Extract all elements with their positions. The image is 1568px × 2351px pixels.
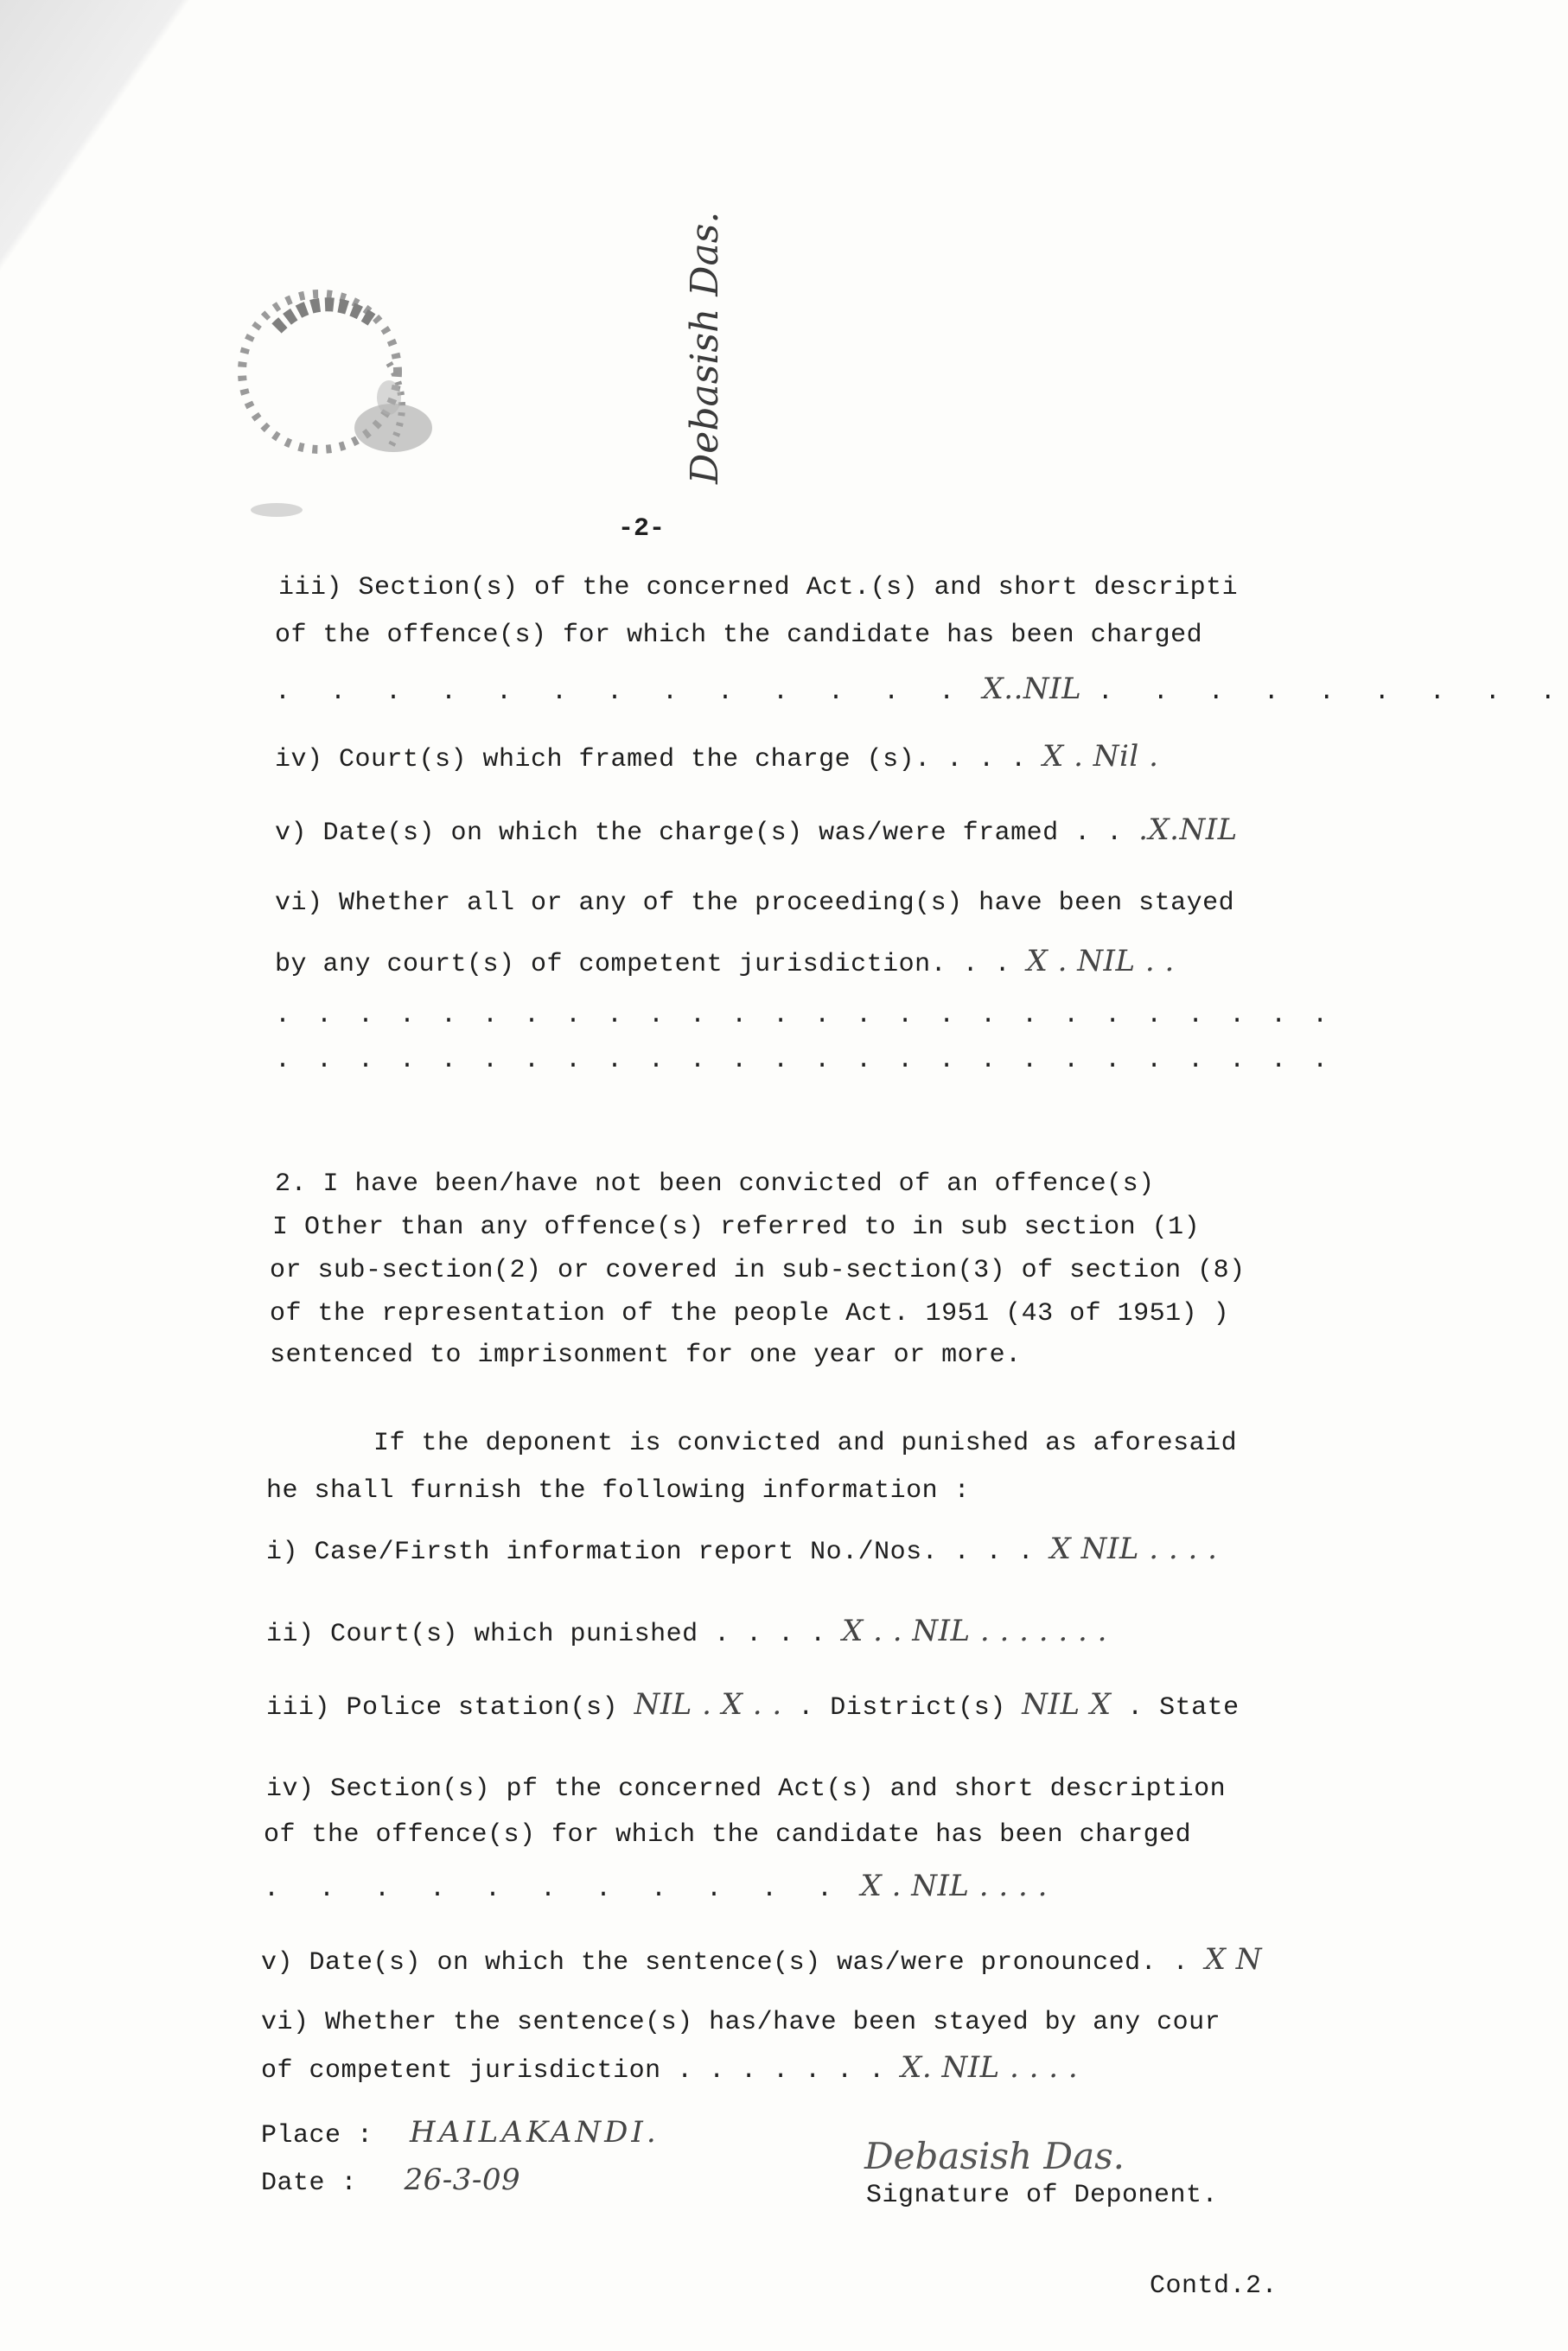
dots: . . . . . . . . . . . . . bbox=[275, 678, 967, 707]
conviction-line2: I Other than any offence(s) referred to in sub section (1) bbox=[272, 1213, 1201, 1242]
handwritten-nil: X..NIL bbox=[982, 672, 1082, 706]
handwritten-nil: X . NIL . . bbox=[1026, 944, 1175, 978]
deponent-intro-line1: If the deponent is convicted and punished as aforesaid bbox=[373, 1429, 1238, 1458]
continued-marker: Contd.2. bbox=[1150, 2271, 1278, 2301]
conviction-i bbox=[266, 1534, 1217, 1565]
vertical-signature: Debasish Das. bbox=[683, 211, 727, 484]
deponent-signature: Debasish Das. bbox=[864, 2135, 1125, 2177]
charged-iv-label: iv) Court(s) which framed the charge (s). . . . bbox=[275, 745, 1027, 774]
handwritten-nil: X. NIL . . . . bbox=[901, 2050, 1079, 2085]
conviction-v bbox=[261, 1942, 1262, 1978]
dots: . . . . . . . . . bbox=[1097, 678, 1568, 707]
district-label: . District(s) bbox=[798, 1693, 1006, 1723]
conviction-vi-line1: vi) Whether the sentence(s) has/have been stayed by any cour bbox=[261, 2008, 1221, 2037]
scan-edge-shadow bbox=[0, 0, 199, 363]
handwritten-nil: X . NIL . . . . bbox=[860, 1869, 1048, 1903]
conviction-iii bbox=[266, 1687, 1240, 1723]
conviction-line5: sentenced to imprisonment for one year or more. bbox=[270, 1341, 1022, 1370]
charged-iii-line3 bbox=[275, 674, 1568, 705]
charged-iv bbox=[275, 739, 1159, 774]
conviction-v-label: v) Date(s) on which the sentence(s) was/were pronounced. . bbox=[261, 1948, 1189, 1978]
signature-label: Signature of Deponent. bbox=[866, 2181, 1219, 2210]
conviction-iv-line1: iv) Section(s) pf the concerned Act(s) and short description bbox=[266, 1774, 1227, 1804]
conviction-ii bbox=[266, 1616, 1107, 1647]
conviction-iv-line2: of the offence(s) for which the candidate has been charged bbox=[264, 1820, 1192, 1850]
place-label: Place : bbox=[261, 2121, 373, 2150]
charged-vi-label: by any court(s) of competent jurisdiction. . . bbox=[275, 950, 1011, 979]
charged-vi-line1: vi) Whether all or any of the proceeding(s) have been stayed bbox=[275, 889, 1235, 918]
conviction-vi-line2 bbox=[261, 2050, 1079, 2086]
conviction-iv-line3 bbox=[264, 1871, 1048, 1902]
deponent-intro-line2: he shall furnish the following information : bbox=[266, 1476, 971, 1506]
handwritten-nil: X . . NIL . . . . . . . bbox=[842, 1614, 1107, 1648]
charged-iii-line2: of the offence(s) for which the candidate has been charged bbox=[275, 621, 1203, 650]
handwritten-nil: NIL . X . . bbox=[634, 1687, 782, 1722]
conviction-line1: 2. I have been/have not been convicted of an offence(s) bbox=[275, 1169, 1155, 1199]
charged-v bbox=[275, 812, 1238, 848]
date-value: 26-3-09 bbox=[404, 2163, 521, 2197]
charged-v-label: v) Date(s) on which the charge(s) was/were framed . . bbox=[275, 819, 1123, 848]
conviction-i-label: i) Case/Firsth information report No./Nos. . . . bbox=[266, 1538, 1035, 1567]
charged-vi-line2 bbox=[275, 946, 1175, 978]
date-label: Date : bbox=[261, 2169, 358, 2198]
official-seal-stamp bbox=[216, 251, 579, 536]
date-row bbox=[261, 2165, 520, 2196]
handwritten-nil: NIL X bbox=[1022, 1687, 1112, 1722]
conviction-line3: or sub-section(2) or covered in sub-section(3) of section (8) bbox=[270, 1256, 1246, 1285]
handwritten-nil: X N bbox=[1204, 1942, 1262, 1977]
place-row bbox=[261, 2115, 660, 2150]
handwritten-nil: .X.NIL bbox=[1138, 812, 1238, 847]
conviction-line4: of the representation of the people Act. 1951 (43 of 1951) ) bbox=[270, 1299, 1230, 1328]
conviction-ii-label: ii) Court(s) which punished . . . . bbox=[266, 1620, 826, 1649]
conviction-iii-label: iii) Police station(s) bbox=[266, 1693, 619, 1723]
page-number: -2- bbox=[618, 514, 666, 544]
dotted-line: . . . . . . . . . . . . . . . . . . . . . . . . . . bbox=[275, 1046, 1334, 1075]
dots: . . . . . . . . . . . bbox=[264, 1875, 845, 1904]
state-label: . State bbox=[1127, 1693, 1240, 1723]
handwritten-nil: X NIL . . . . bbox=[1049, 1532, 1218, 1566]
handwritten-nil: X . Nil . bbox=[1042, 739, 1159, 774]
dotted-line: . . . . . . . . . . . . . . . . . . . . . . . . . . bbox=[275, 1001, 1334, 1030]
place-value: HAILAKANDI. bbox=[410, 2115, 660, 2150]
conviction-vi-label: of competent jurisdiction . . . . . . . bbox=[261, 2056, 885, 2086]
charged-iii-line1: iii) Section(s) of the concerned Act.(s) and short descripti bbox=[278, 573, 1239, 602]
